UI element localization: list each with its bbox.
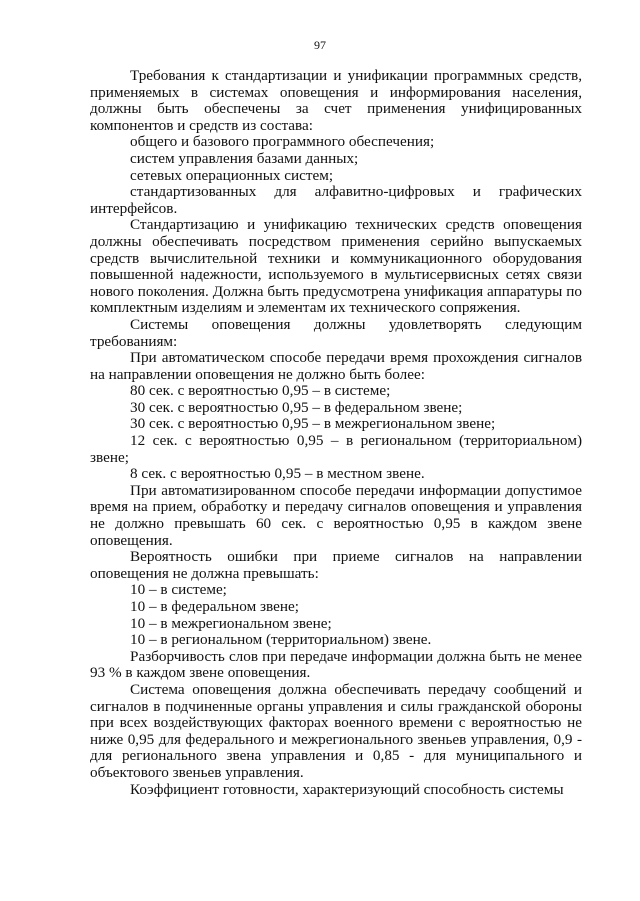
page-body [90, 68, 582, 798]
list-item-error-federal: 10 – в федеральном звене; [130, 598, 299, 615]
paragraph-automatic-transmission: При автоматическом способе передачи время прохождения сигналов на направлении оповещения не должно быть более: [90, 349, 582, 383]
list-item-interfaces: стандартизованных для алфавитно-цифровых и графических интерфейсов. [90, 183, 582, 217]
list-item-database-systems: систем управления базами данных; [130, 149, 359, 167]
paragraph-error-probability: Вероятность ошибки при приеме сигналов на направлении оповещения не должна превышать: [90, 548, 582, 582]
list-item-time-regional: 12 сек. с вероятностью 0,95 – в региональном (территориальном) звене; [90, 432, 582, 466]
list-item-time-system: 80 сек. с вероятностью 0,95 – в системе; [130, 382, 391, 400]
paragraph-hardware-standardization: Стандартизацию и унификацию технических средств оповещения должны обеспечивать посредством применения серийно выпускаемых средств вычислительной техники и коммуникационного оборудования повышенной надежности, используемого в мультисервисных сетях связи нового поколения. Должна быть предусмотрена унификация аппаратуры по комплектным изделиям и элементам их технического сопряжения. [90, 216, 582, 317]
paragraph-message-delivery: Система оповещения должна обеспечивать передачу сообщений и сигналов в подчиненные органы управления и силы гражданской обороны при всех воздействующих факторах военного времени с вероятностью не ниже 0,95 для федерального и межрегионального звеньев управления, 0,9 - для регионального звена управления и 0,85 - для муниципального и объектового звеньев управления. [90, 680, 582, 781]
paragraph-intelligibility: Разборчивость слов при передаче информации должна быть не менее 93 % в каждом звене оповещения. [90, 647, 582, 682]
list-item-base-software: общего и базового программного обеспечения; [130, 133, 435, 151]
list-item-time-federal: 30 сек. с вероятностью 0,95 – в федеральном звене; [130, 398, 463, 416]
paragraph-requirements-intro: Системы оповещения должны удовлетворять следующим требованиям: [90, 315, 582, 350]
list-item-error-regional: 10 – в региональном (территориальном) звене. [130, 631, 432, 649]
paragraph-automated-transmission: При автоматизированном способе передачи информации допустимое время на прием, обработку и передачу сигналов оповещения и управления не должно превышать 60 сек. с вероятностью 0,95 в каждом звене оповещения. [90, 481, 582, 549]
page-number: 97 [314, 38, 326, 52]
paragraph-readiness-coefficient: Коэффициент готовности, характеризующий способность системы [130, 781, 564, 798]
list-item-time-interregional: 30 сек. с вероятностью 0,95 – в межрегиональном звене; [130, 415, 496, 433]
paragraph-software-standardization: Требования к стандартизации и унификации программных средств, применяемых в системах оповещения и информирования населения, должны быть обеспечены за счет применения унифицированных компонентов и средств из состава: [90, 67, 582, 134]
list-item-network-os: сетевых операционных систем; [130, 166, 334, 184]
list-item-error-interregional: 10 – в межрегиональном звене; [130, 614, 332, 632]
list-item-error-system: 10 – в системе; [130, 581, 227, 599]
list-item-time-local: 8 сек. с вероятностью 0,95 – в местном звене. [130, 465, 425, 483]
